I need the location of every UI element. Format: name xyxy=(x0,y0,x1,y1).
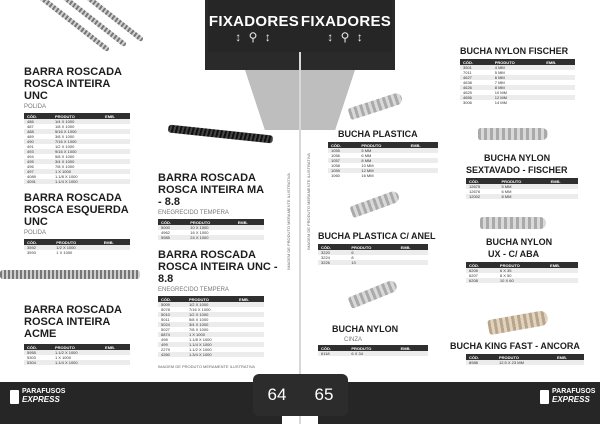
product-esquerda xyxy=(24,192,144,255)
product-plastica xyxy=(328,128,448,178)
product-title: BUCHA NYLON xyxy=(486,237,553,247)
table-cell: 3501 xyxy=(460,65,492,70)
table-row xyxy=(158,352,264,357)
table-row xyxy=(24,179,130,184)
brand-logo xyxy=(10,388,65,418)
column-header: PRODUTO xyxy=(53,239,100,245)
right-section-title: FIXADORES xyxy=(300,13,392,30)
table-cell: 1057 xyxy=(328,158,358,163)
table-cell: 488 xyxy=(24,129,52,134)
product-title: ROSCA INTEIRA UNC xyxy=(24,78,110,102)
page-number-left: 64 xyxy=(253,374,301,416)
table-cell: 5027 xyxy=(161,327,170,332)
table-cell xyxy=(408,173,438,178)
product-title: BUCHA KING FAST - ANCORA xyxy=(450,341,580,351)
table-row xyxy=(24,360,130,365)
table-cell: 1056 xyxy=(331,153,340,158)
column-header: CÓD. xyxy=(24,344,52,350)
table-cell: 8 xyxy=(351,255,354,260)
table-cell: 12 MM xyxy=(358,168,407,173)
table-cell: 6118 xyxy=(318,351,348,356)
table-cell: 8 MM xyxy=(498,194,547,199)
table-cell: 495 xyxy=(24,159,52,164)
header-tab-right xyxy=(300,0,392,52)
table-cell: 496 xyxy=(27,164,34,169)
product-acme xyxy=(24,304,144,365)
logo-line-2: EXPRESS xyxy=(22,395,60,404)
product-title: SEXTAVADO - FISCHER xyxy=(466,165,568,175)
table-cell: 493 xyxy=(24,149,52,154)
table-cell: 16 MM xyxy=(361,173,374,178)
table-cell: 490 xyxy=(24,139,52,144)
table-cell: 6 xyxy=(348,250,397,255)
table-cell: 487 xyxy=(27,124,34,129)
product-table xyxy=(460,59,575,105)
product-title: BARRA ROSCADA xyxy=(158,249,256,261)
table-cell: 4656 xyxy=(460,95,492,100)
table-cell: 5304 xyxy=(24,360,52,365)
product-table xyxy=(466,262,578,283)
product-ma xyxy=(158,172,270,240)
header-tab-left xyxy=(208,0,300,52)
table-cell xyxy=(236,352,264,357)
product-title: BUCHA NYLON xyxy=(332,324,399,334)
column-header: PRODUTO xyxy=(52,344,102,350)
table-cell: 494 xyxy=(27,154,34,159)
table-cell: 4626 xyxy=(460,85,492,90)
product-table xyxy=(466,354,584,365)
product-table xyxy=(328,142,438,178)
table-cell: 3/4 X 1000 xyxy=(186,322,236,327)
table-cell: 4 MM xyxy=(492,65,543,70)
table-cell: 7/8 X 1000 xyxy=(54,164,75,169)
table-cell: 8 MM xyxy=(492,85,543,90)
column-header: EMB. xyxy=(543,59,575,65)
table-row xyxy=(466,360,584,365)
table-cell: 5000 xyxy=(158,225,187,230)
table-cell: 12002 xyxy=(466,194,498,199)
table-cell: 1.1/8 X 1000 xyxy=(188,337,212,342)
table-cell: 1059 xyxy=(328,168,358,173)
column-header: CÓD. xyxy=(158,296,186,302)
table-cell: 4638 xyxy=(463,80,472,85)
table-cell: 1/2 X 1000 xyxy=(186,312,236,317)
product-table xyxy=(24,113,130,184)
product-fischer xyxy=(460,45,588,105)
table-cell: 5078 xyxy=(161,307,170,312)
column-header: CÓD. xyxy=(318,244,348,250)
table-cell: 491 xyxy=(27,144,34,149)
table-cell: 10 X 1000 xyxy=(187,225,234,230)
product-title: UX - C/ ABA xyxy=(488,249,540,259)
table-cell: 3592 xyxy=(24,245,53,250)
table-cell: 5/8 X 1000 xyxy=(54,154,75,159)
table-cell: 1 X 1000 xyxy=(54,355,71,360)
table-cell: 1/2 X 1000 xyxy=(53,245,100,250)
table-cell: 16 X 1000 xyxy=(190,230,209,235)
screw-icons: ↕ ⚲ ↕ xyxy=(235,30,273,44)
table-cell: 5 MM xyxy=(494,70,505,75)
table-cell: 497 xyxy=(24,169,52,174)
table-cell: 12 MM xyxy=(492,95,543,100)
table-cell: 1.1/4 X 1000 xyxy=(52,179,102,184)
table-cell: 12676 xyxy=(469,189,481,194)
table-cell: 4089 xyxy=(27,174,36,179)
product-table xyxy=(24,239,130,255)
table-row xyxy=(318,351,428,356)
product-finish: POLIDA xyxy=(24,104,47,110)
table-cell: 3006 xyxy=(463,100,472,105)
column-header: PRODUTO xyxy=(498,178,547,184)
table-cell: 7 MM xyxy=(494,80,505,85)
table-cell: 8 MM xyxy=(358,158,407,163)
table-cell: 8988 xyxy=(466,360,496,365)
table-cell: 4627 xyxy=(460,75,492,80)
page-spine xyxy=(299,0,301,424)
table-cell: 3593 xyxy=(27,250,36,255)
table-cell: 3/4 X 1000 xyxy=(52,159,102,164)
column-header: CÓD. xyxy=(158,219,187,225)
table-row xyxy=(466,194,578,199)
illustrative-note: IMAGEM DE PRODUTO MERAMENTE ILUSTRATIVA xyxy=(286,173,291,270)
column-header: CÓD. xyxy=(466,178,498,184)
table-cell: 498 xyxy=(161,337,168,342)
table-cell: 8 X 50 xyxy=(499,273,512,278)
illustrative-note: IMAGEM DE PRODUTO MERAMENTE ILUSTRATIVA xyxy=(306,153,311,250)
column-header: EMB. xyxy=(398,345,428,351)
table-cell: 7011 xyxy=(463,70,472,75)
brand-logo xyxy=(540,388,595,418)
table-row xyxy=(158,235,264,240)
threaded-rod-image xyxy=(53,0,127,47)
table-cell: 6 MM xyxy=(492,75,543,80)
column-header: EMB. xyxy=(547,262,578,268)
product-table xyxy=(466,178,578,199)
ux-plug-image xyxy=(480,217,546,229)
left-section-title: FIXADORES xyxy=(208,13,300,30)
table-row xyxy=(328,173,438,178)
table-cell: 4625 xyxy=(463,90,472,95)
table-cell: 5011 xyxy=(161,317,170,322)
table-cell: 6207 xyxy=(469,273,478,278)
table-cell: 1/2 X 1000 xyxy=(186,302,236,307)
table-row xyxy=(24,250,130,255)
product-finish: ENEGRECIDO TEMPERA xyxy=(158,287,229,293)
table-cell xyxy=(101,250,130,255)
product-title: BUCHA PLASTICA C/ ANEL xyxy=(318,231,436,241)
product-unc xyxy=(24,66,134,184)
table-cell: 499 xyxy=(158,342,186,347)
threaded-rod-image xyxy=(70,0,144,42)
column-header: CÓD. xyxy=(466,262,497,268)
product-table xyxy=(158,296,264,357)
column-header: EMB. xyxy=(554,354,584,360)
screw-logo-icon xyxy=(10,390,19,404)
table-row xyxy=(318,260,428,265)
product-table xyxy=(318,244,428,265)
screw-icons: ↕ ⚲ ↕ xyxy=(327,30,365,44)
table-cell: 5/16 X 1000 xyxy=(52,129,102,134)
table-cell xyxy=(543,100,575,105)
table-cell xyxy=(102,179,130,184)
logo-line-1: PARAFUSOS xyxy=(22,388,66,395)
page-number-right: 65 xyxy=(300,374,348,416)
table-cell: 7/8 X 1000 xyxy=(188,327,209,332)
table-cell: 5303 xyxy=(27,355,36,360)
product-unc88 xyxy=(158,249,278,357)
product-finish: ENEGRECIDO TEMPERA xyxy=(158,210,229,216)
acme-rod-image xyxy=(0,270,140,279)
column-header: PRODUTO xyxy=(187,219,234,225)
column-header: EMB. xyxy=(548,178,578,184)
table-row xyxy=(466,278,578,283)
table-cell: 2279 xyxy=(161,347,170,352)
table-cell: 1058 xyxy=(331,163,340,168)
column-header: PRODUTO xyxy=(492,59,543,65)
product-title: ROSCA INTEIRA UNC - 8.8 xyxy=(158,261,278,285)
table-cell: 24 X 1000 xyxy=(187,235,234,240)
disclaimer: IMAGEM DE PRODUTO MERAMENTE ILUSTRATIVA xyxy=(158,364,255,369)
table-row xyxy=(460,100,575,105)
product-title: BUCHA PLASTICA xyxy=(338,129,418,139)
column-header: PRODUTO xyxy=(497,262,547,268)
column-header: CÓD. xyxy=(460,59,492,65)
product-title: BARRA ROSCADA xyxy=(24,304,122,316)
column-header: EMB. xyxy=(102,113,130,119)
product-table xyxy=(24,344,130,365)
table-cell: 7/16 X 1000 xyxy=(188,307,211,312)
table-cell xyxy=(398,260,428,265)
column-header: CÓD. xyxy=(24,239,53,245)
table-cell: 9/16 X 1000 xyxy=(52,149,102,154)
table-cell: 10 MM xyxy=(361,163,374,168)
table-cell xyxy=(102,360,130,365)
column-header: PRODUTO xyxy=(348,244,397,250)
table-cell: 1.1/4 X 1000 xyxy=(52,360,102,365)
table-cell xyxy=(398,351,428,356)
table-cell: 14 MM xyxy=(494,100,507,105)
table-cell: 12.5 X 23 MM xyxy=(496,360,554,365)
product-title: BARRA ROSCADA xyxy=(158,172,256,184)
product-title: BARRA ROSCADA xyxy=(24,192,122,204)
column-header: PRODUTO xyxy=(52,113,102,119)
column-header: EMB. xyxy=(235,219,264,225)
table-cell: 5024 xyxy=(158,322,186,327)
table-cell: 4260 xyxy=(158,352,186,357)
screw-logo-icon xyxy=(540,390,549,404)
table-cell: 10 MM xyxy=(494,90,507,95)
product-nylon-cinza xyxy=(318,323,448,356)
column-header: CÓD. xyxy=(24,113,52,119)
table-cell: 6205 xyxy=(466,268,497,273)
table-cell: 6874 xyxy=(158,332,186,337)
logo-line-1: PARAFUSOS xyxy=(552,388,596,395)
product-title: ROSCA ESQUERDA UNC xyxy=(24,204,129,228)
column-header: EMB. xyxy=(408,142,438,148)
product-color: CINZA xyxy=(344,337,362,343)
table-cell xyxy=(554,360,584,365)
column-header: PRODUTO xyxy=(358,142,407,148)
table-cell: 6 X 34 xyxy=(348,351,397,356)
table-cell: 1.1/2 X 1000 xyxy=(188,347,212,352)
table-cell: 4091 xyxy=(24,179,52,184)
table-cell: 1.1/2 X 1000 xyxy=(52,350,102,355)
table-cell: 12675 xyxy=(466,184,498,189)
product-table xyxy=(318,345,428,356)
sextavado-plug-image xyxy=(478,128,548,140)
table-cell: 1060 xyxy=(331,173,340,178)
column-header: PRODUTO xyxy=(496,354,554,360)
product-finish: POLIDA xyxy=(24,230,47,236)
plastic-plug-image xyxy=(347,92,403,120)
table-cell: 3224 xyxy=(321,255,330,260)
nylon-plug-image xyxy=(348,279,399,309)
product-anel xyxy=(318,230,448,265)
table-cell: 10 X 60 xyxy=(497,278,547,283)
table-cell xyxy=(235,235,264,240)
table-cell: 5 MM xyxy=(498,184,547,189)
table-cell: 1055 xyxy=(328,148,358,153)
table-cell: 1 X 1000 xyxy=(56,250,73,255)
column-header: CÓD. xyxy=(466,354,496,360)
black-rod-image xyxy=(168,125,273,144)
product-sextavado xyxy=(466,152,586,199)
table-cell: 3226 xyxy=(318,260,348,265)
table-cell: 1/4 X 1000 xyxy=(52,119,102,124)
logo-line-2: EXPRESS xyxy=(552,395,590,404)
product-title: ROSCA INTEIRA ACME xyxy=(24,316,110,340)
column-header: CÓD. xyxy=(318,345,348,351)
table-cell: 486 xyxy=(24,119,52,124)
kingfast-anchor-image xyxy=(487,310,549,335)
table-cell: 3/8 X 1000 xyxy=(54,134,75,139)
table-cell xyxy=(548,194,578,199)
column-header: EMB. xyxy=(236,296,264,302)
column-header: EMB. xyxy=(398,244,428,250)
table-cell: 7/16 X 1000 xyxy=(52,139,102,144)
table-cell: 5985 xyxy=(158,235,187,240)
table-cell: 1.1/8 X 1000 xyxy=(54,174,78,179)
product-kingfast xyxy=(450,340,595,365)
table-cell: 1/8 X 1000 xyxy=(54,124,75,129)
table-cell: 1/2 X 1000 xyxy=(54,144,75,149)
table-cell: 1 X 1000 xyxy=(52,169,102,174)
table-cell: 5009 xyxy=(158,302,186,307)
table-cell: 5/8 X 1000 xyxy=(188,317,209,322)
table-cell: 6208 xyxy=(466,278,497,283)
table-cell xyxy=(547,278,578,283)
table-cell: 4962 xyxy=(161,230,170,235)
table-cell: 1.3/4 X 1000 xyxy=(186,352,236,357)
product-title: BUCHA NYLON xyxy=(484,153,551,163)
table-cell: 6 X 35 xyxy=(497,268,547,273)
column-header: PRODUTO xyxy=(348,345,397,351)
product-table xyxy=(158,219,264,240)
table-cell: 1 X 1000 xyxy=(186,332,236,337)
table-cell: 6 MM xyxy=(361,153,372,158)
product-title: ROSCA INTEIRA MA - 8.8 xyxy=(158,184,264,208)
table-cell: 489 xyxy=(27,134,34,139)
table-cell: 5955 xyxy=(24,350,52,355)
table-cell: 3220 xyxy=(318,250,348,255)
product-title: BARRA ROSCADA xyxy=(24,66,122,78)
column-header: EMB. xyxy=(101,239,130,245)
table-cell: 5 MM xyxy=(358,148,407,153)
table-cell: 10 xyxy=(348,260,397,265)
column-header: EMB. xyxy=(102,344,130,350)
product-title: BUCHA NYLON FISCHER xyxy=(460,46,569,56)
table-cell: 6 MM xyxy=(501,189,512,194)
column-header: PRODUTO xyxy=(186,296,236,302)
plug-with-ring-image xyxy=(349,190,400,218)
product-ux xyxy=(466,236,586,283)
table-cell: 5010 xyxy=(158,312,186,317)
column-header: CÓD. xyxy=(328,142,358,148)
table-cell: 1.1/4 X 1000 xyxy=(186,342,236,347)
